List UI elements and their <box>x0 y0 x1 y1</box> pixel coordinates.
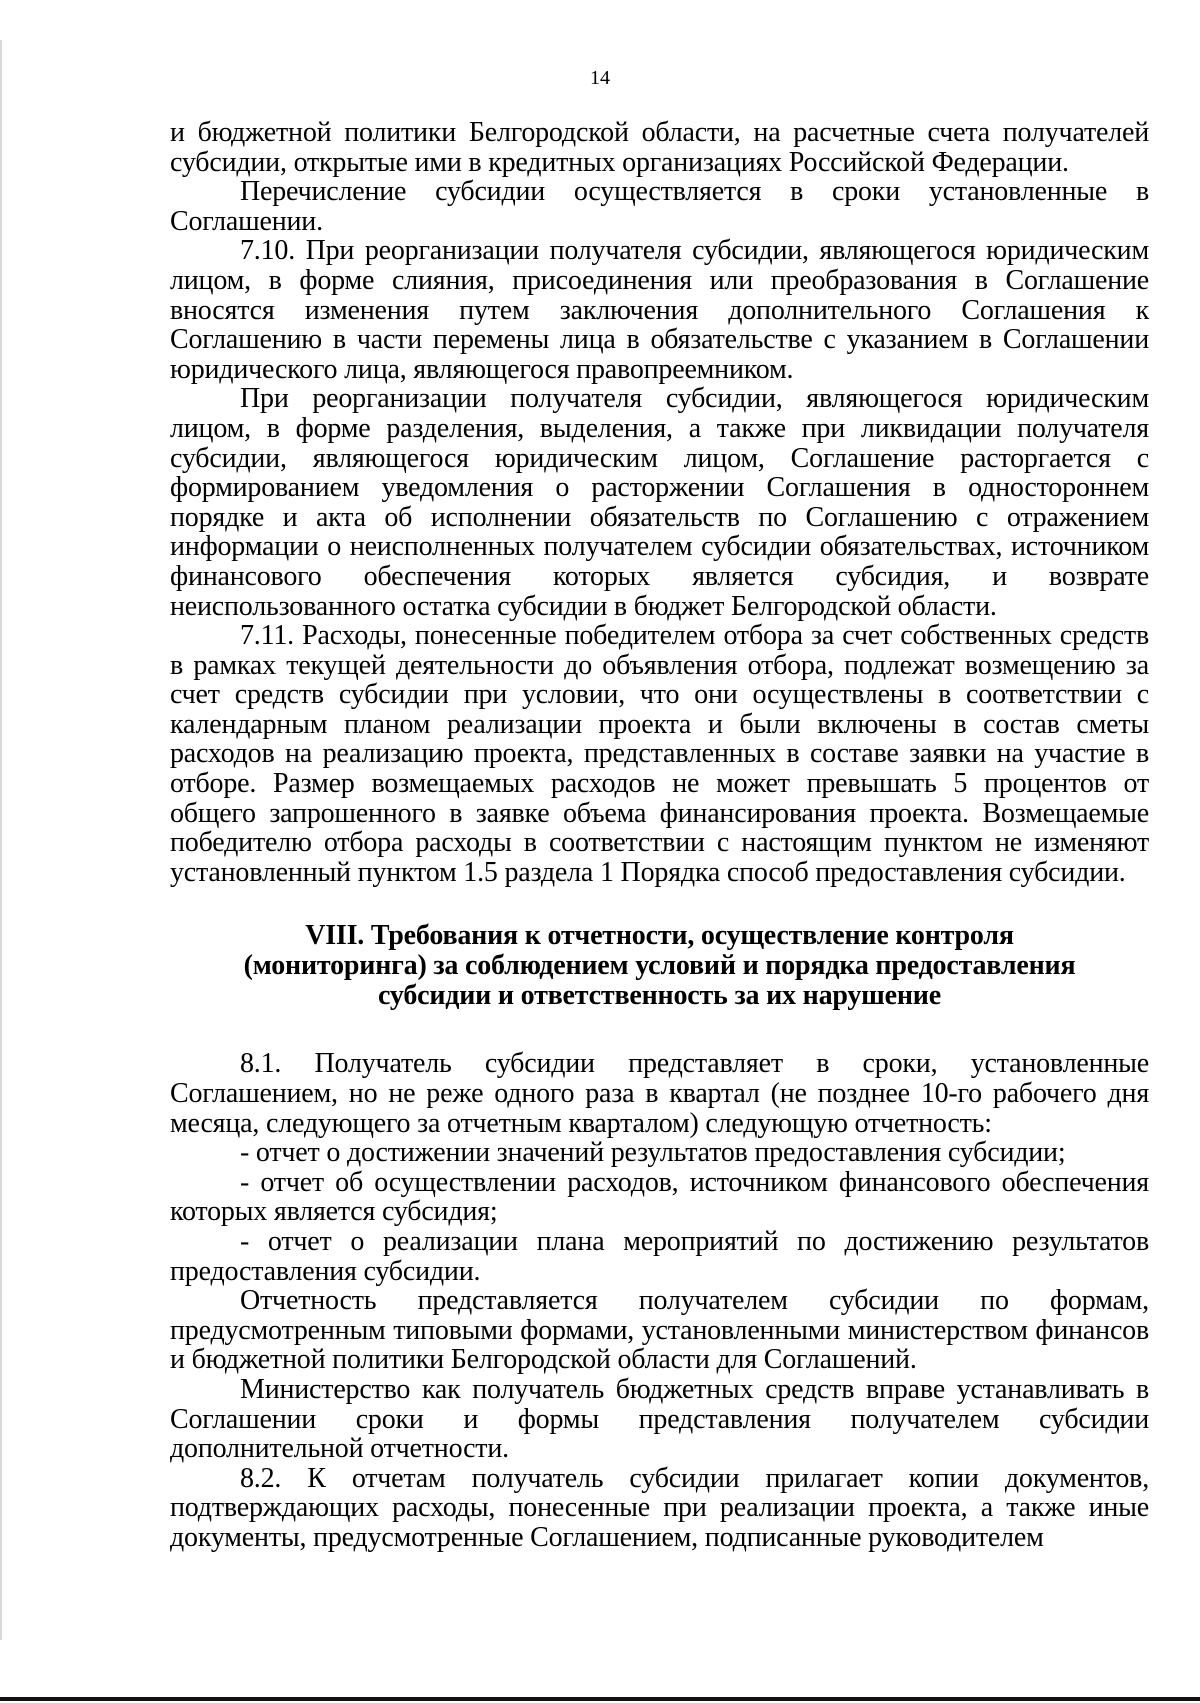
paragraph-8-2: 8.2. К отчетам получатель субсидии прилагает копии документов, подтверждающих расходы, понесенные при реализации проекта, а также иные документы, предусмотренные Соглашением, подписанные руководителем <box>170 1462 1149 1553</box>
list-item-report-plan: - отчет о реализации плана мероприятий по достижению результатов предоставления субсидии. <box>170 1226 1149 1287</box>
document-body <box>170 118 1149 1553</box>
list-item-report-results: - отчет о достижении значений результатов предоставления субсидии; <box>240 1137 1066 1169</box>
paragraph-reorganization-termination: При реорганизации получателя субсидии, являющегося юридическим лицом, в форме разделения, выделения, а также при ликвидации получателя субсидии, являющегося юридическим лицом, Соглашение расторгается с формированием уведомления о расторжении Соглашения в одностороннем порядке и акта об исполнении обязательств по Соглашению с отражением информации о неисполненных получателем субсидии обязательствах, источником финансового обеспечения которых является субсидия, и возврате неиспользованного остатка субсидии в бюджет Белгородской области. <box>170 383 1149 622</box>
section-heading-line-3: субсидии и ответственность за их нарушение <box>378 980 941 1012</box>
paragraph-8-1: 8.1. Получатель субсидии представляет в сроки, установленные Соглашением, но не реже одного раза в квартал (не позднее 10-го рабочего дня месяца, следующего за отчетным кварталом) следующую отчетность: <box>170 1048 1149 1139</box>
paragraph-continuation: и бюджетной политики Белгородской области, на расчетные счета получателей субсидии, открытые ими в кредитных организациях Российской Федерации. <box>170 117 1149 178</box>
paragraph-ministry-additional-reports: Министерство как получатель бюджетных средств вправе устанавливать в Соглашении сроки и формы представления получателем субсидии дополнительной отчетности. <box>170 1373 1149 1465</box>
scan-left-edge <box>0 40 2 1640</box>
paragraph-report-forms: Отчетность представляется получателем субсидии по формам, предусмотренным типовыми формами, установленными министерством финансов и бюджетной политики Белгородской области для Соглашений. <box>170 1285 1149 1376</box>
section-heading-line-1: VIII. Требования к отчетности, осуществление контроля <box>305 920 1014 952</box>
paragraph-7-10: 7.10. При реорганизации получателя субсидии, являющегося юридическим лицом, в форме слияния, присоединения или преобразования в Соглашение вносятся изменения путем заключения дополнительного Соглашения к Соглашению в части перемены лица в обязательстве с указанием в Соглашении юридического лица, являющегося правопреемником. <box>170 235 1149 385</box>
page-number: 14 <box>590 67 610 89</box>
section-heading-line-2: (мониторинга) за соблюдением условий и порядка предоставления <box>243 950 1076 982</box>
paragraph-transfer-terms: Перечисление субсидии осуществляется в сроки установленные в Соглашении. <box>170 176 1149 237</box>
list-item-report-expenses: - отчет об осуществлении расходов, источником финансового обеспечения которых является субсидия; <box>170 1166 1149 1228</box>
paragraph-7-11: 7.11. Расходы, понесенные победителем отбора за счет собственных средств в рамках текущей деятельности до объявления отбора, подлежат возмещению за счет средств субсидии при условии, что они осуществлены в соответствии с календарным планом реализации проекта и были включены в состав сметы расходов на реализацию проекта, представленных в составе заявки на участие в отборе. Размер возмещаемых расходов не может превышать 5 процентов от общего запрошенного в заявке объема финансирования проекта. Возмещаемые победителю отбора расходы в соответствии с настоящим пунктом не изменяют установленный пунктом 1.5 раздела 1 Порядка способ предоставления субсидии. <box>170 620 1149 888</box>
section-heading <box>170 921 1149 1011</box>
scan-bottom-edge <box>0 1697 1200 1701</box>
